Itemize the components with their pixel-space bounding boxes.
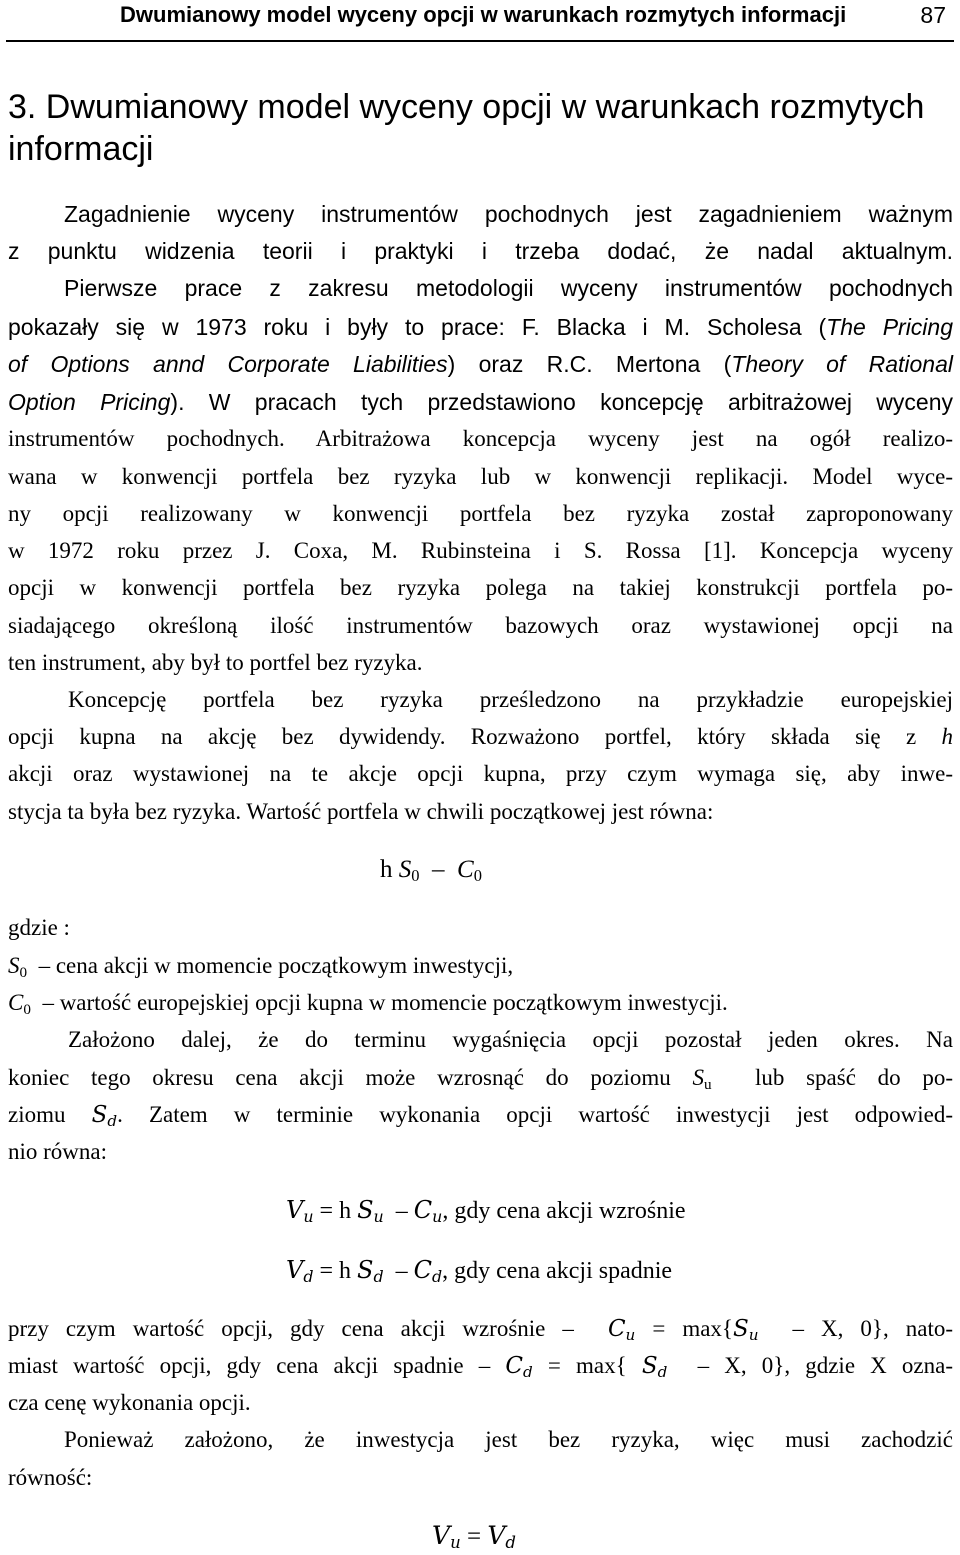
equation-value-down: $V_d = h$ $S_d - C_d$, gdy cena akcji spadnie	[286, 1256, 673, 1286]
running-title: Dwumianowy model wyceny opcji w warunkach rozmytych informacji	[120, 2, 847, 27]
para1-line-4: pokazały się w 1973 roku i były to prace: F. Blacka i M. Scholesa (The Pricing	[8, 314, 953, 340]
header-rule	[6, 40, 954, 42]
para3-line-3: ziomu $S_d$. Zatem w terminie wykonania opcji wartość inwestycji jest odpowied-	[8, 1102, 954, 1130]
para4-line-2: miast wartość opcji, gdy cena akcji spadnie – $C_d = \max${ $S_d$ – X, 0}, gdzie X ozna-	[8, 1353, 954, 1381]
para1-line-10: w 1972 roku przez J. Coxa, M. Rubinsteina i S. Rossa [1]. Koncepcja wyceny	[8, 538, 953, 563]
para3-line-2: koniec tego okresu cena akcji może wzrosnąć do poziomu $S_u$ lub spaść do po-	[8, 1065, 953, 1093]
para1-line-7: instrumentów pochodnych. Arbitrażowa koncepcja wyceny jest na ogół realizo-	[8, 426, 953, 451]
equation-value-up: $V_u = h$ $S_u - C_u$, gdy cena akcji wzrośnie	[286, 1196, 686, 1226]
para1-line-9: ny opcji realizowany w konwencji portfela bez ryzyka został zaproponowany	[8, 501, 953, 526]
para1-line-11: opcji w konwencji portfela bez ryzyka polega na takiej konstrukcji portfela po-	[8, 575, 953, 600]
page-number: 87	[920, 2, 946, 28]
para3-line-1: Założono dalej, że do terminu wygaśnięcia opcji pozostał jeden okres. Na	[68, 1027, 953, 1052]
para1-line-5: of Options annd Corporate Liabilities) oraz R.C. Mertona (Theory of Rational	[8, 351, 953, 377]
equation-portfolio-initial: h $S_0 - C_0$	[380, 856, 482, 886]
para1-line-1: Zagadnienie wyceny instrumentów pochodnych jest zagadnieniem ważnym	[64, 201, 953, 227]
equation-equality: $V_u = V_d$	[432, 1521, 516, 1553]
where-label: gdzie :	[8, 915, 70, 940]
para2-line-3: akcji oraz wystawionej na te akcje opcji kupna, przy czym wymaga się, aby inwe-	[8, 761, 953, 786]
para1-line-12: siadającego określoną ilość instrumentów bazowych oraz wystawionej opcji na	[8, 613, 953, 638]
section-heading	[8, 86, 953, 170]
para2-line-4: stycja ta była bez ryzyka. Wartość portfela w chwili początkowej jest równa:	[8, 799, 714, 824]
para3-line-4: nio równa:	[8, 1139, 108, 1164]
where-s0-line: $S_0$ – cena akcji w momencie początkowym inwestycji,	[8, 953, 514, 981]
para1-line-6: Option Pricing). W pracach tych przedstawiono koncepcję arbitrażowej wyceny	[8, 389, 954, 415]
section-heading-line-2: informacji	[8, 130, 154, 168]
para4-line-3: cza cenę wykonania opcji.	[8, 1390, 251, 1415]
para5-line-2: równość:	[8, 1465, 93, 1490]
running-header	[0, 0, 960, 48]
para2-line-2: opcji kupna na akcję bez dywidendy. Rozważono portfel, który składa się z h	[8, 724, 953, 749]
para1-line-3: Pierwsze prace z zakresu metodologii wyceny instrumentów pochodnych	[64, 275, 953, 301]
para1-line-13: ten instrument, aby był to portfel bez ryzyka.	[8, 650, 423, 675]
para1-line-8: wana w konwencji portfela bez ryzyka lub w konwencji replikacji. Model wyce-	[8, 464, 953, 489]
section-heading-line-1: 3. Dwumianowy model wyceny opcji w warunkach rozmytych	[8, 88, 925, 126]
para2-line-1: Koncepcję portfela bez ryzyka prześledzono na przykładzie europejskiej	[68, 687, 953, 712]
para1-line-2: z punktu widzenia teorii i praktyki i trzeba dodać, że nadal aktualnym.	[8, 238, 953, 264]
where-c0-line: $C_0$ – wartość europejskiej opcji kupna w momencie początkowym inwestycji.	[8, 990, 728, 1018]
para4-line-1: przy czym wartość opcji, gdy cena akcji wzrośnie – $C_u = \max\{S_u - X$, 0}, nato-	[8, 1316, 953, 1344]
para5-line-1: Ponieważ założono, że inwestycja jest bez ryzyka, więc musi zachodzić	[64, 1427, 953, 1452]
